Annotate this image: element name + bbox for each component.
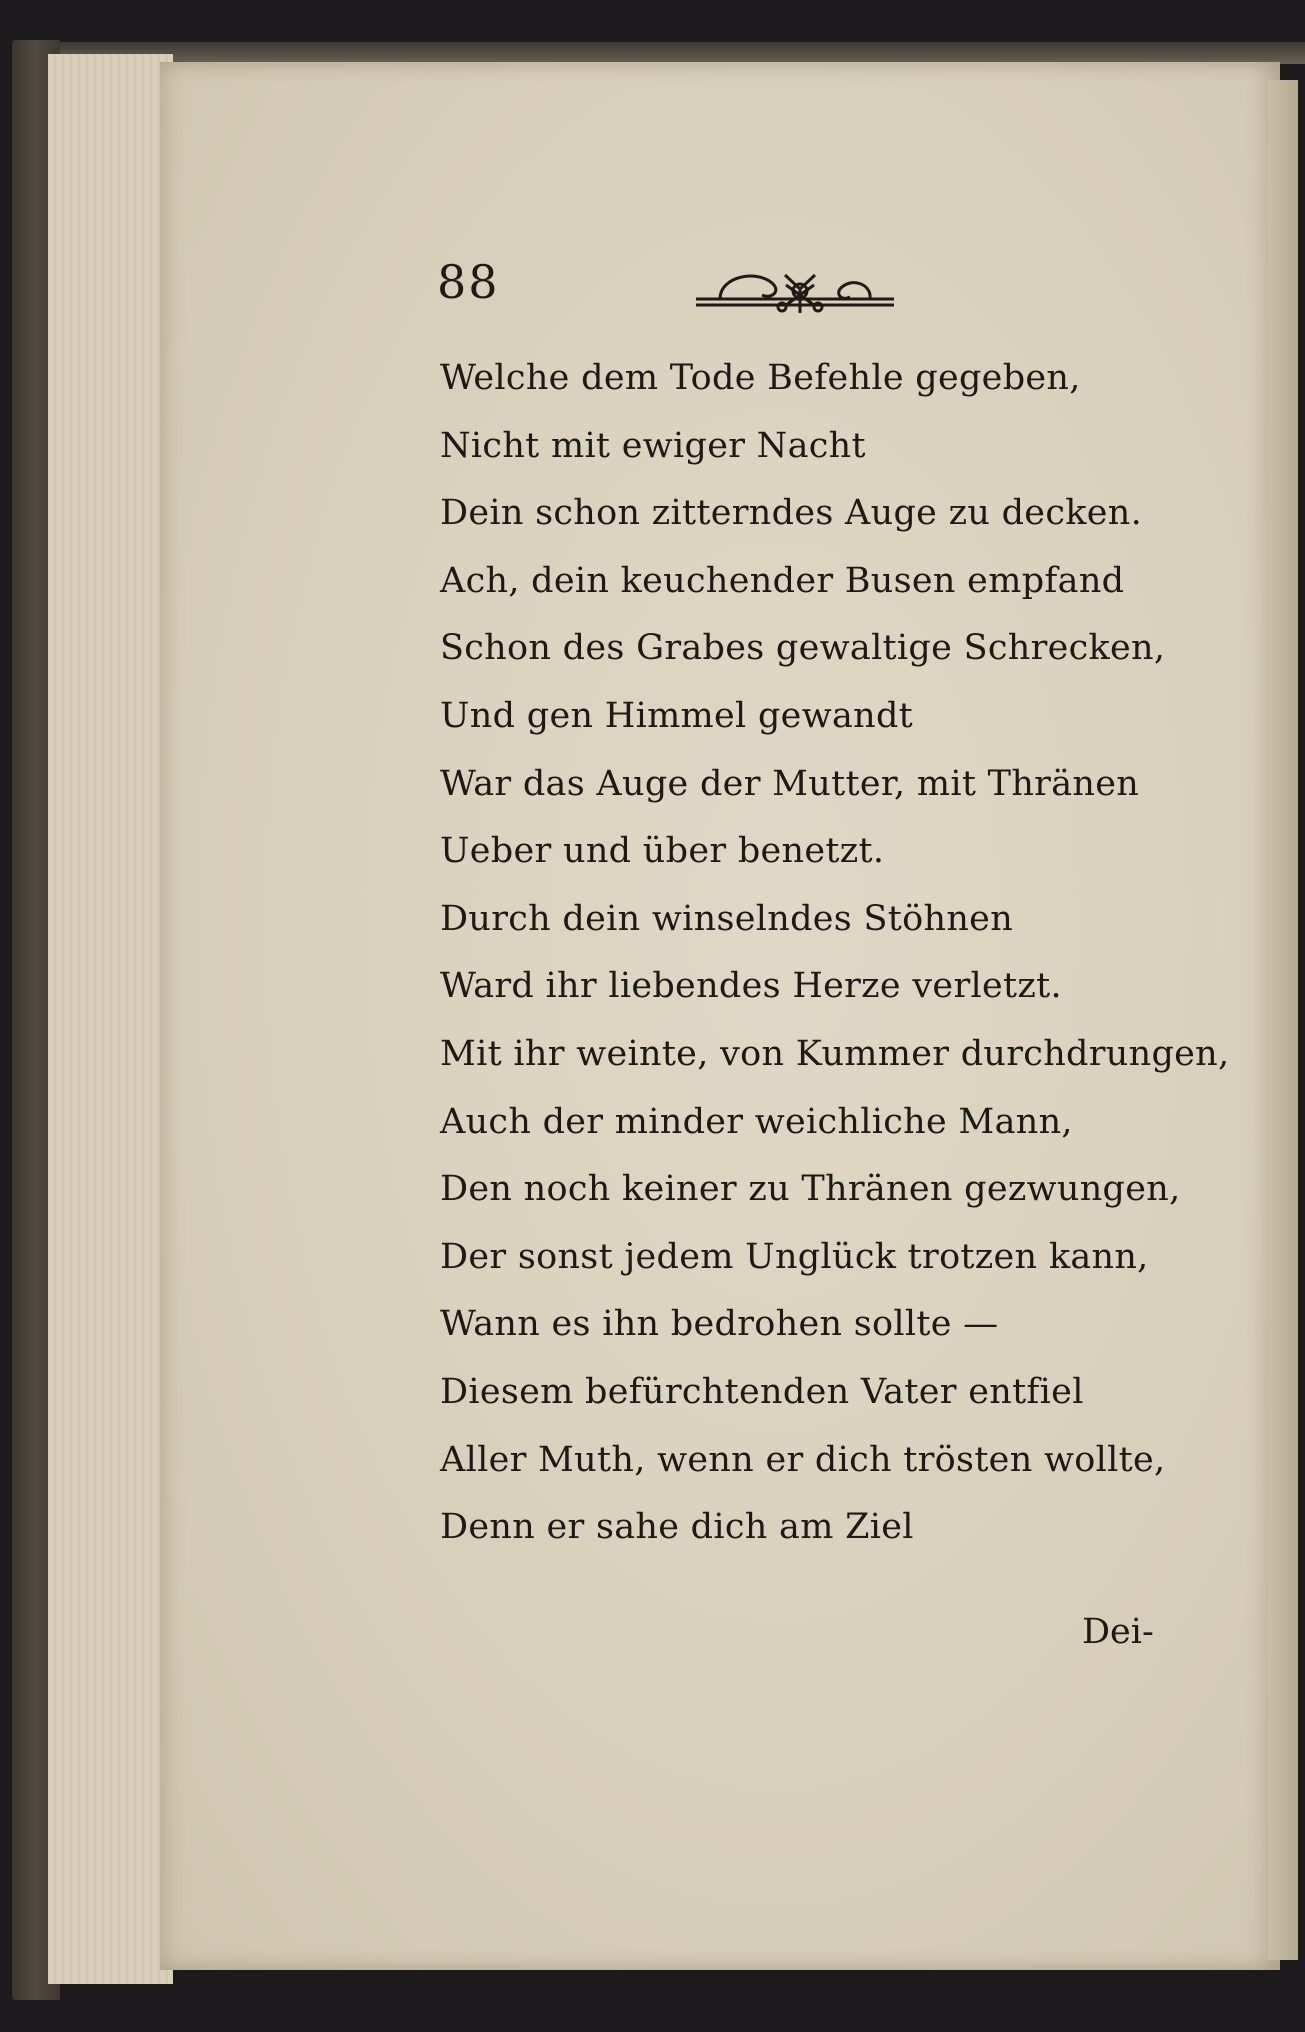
verse-line: Denn er sahe dich am Ziel xyxy=(440,1507,914,1548)
page-stack-edges xyxy=(48,54,173,1984)
verse-line: Ueber und über benetzt. xyxy=(440,831,885,872)
verse-line: Aller Muth, wenn er dich trösten wollte, xyxy=(440,1439,1166,1480)
verse-line: Dein schon zitterndes Auge zu decken. xyxy=(440,493,1143,534)
verse-line: War das Auge der Mutter, mit Thränen xyxy=(440,763,1140,804)
verse-line: Schon des Grabes gewaltige Schrecken, xyxy=(440,628,1166,669)
page-right-fold xyxy=(1268,80,1298,1960)
verse-line: Wann es ihn bedrohen sollte — xyxy=(440,1304,999,1345)
verse-line: Und gen Himmel gewandt xyxy=(440,695,914,736)
catchword: Dei- xyxy=(1082,1612,1154,1652)
ornament-vignette-icon xyxy=(690,255,900,325)
page-number: 88 xyxy=(437,255,500,309)
verse-line: Mit ihr weinte, von Kummer durchdrungen, xyxy=(440,1033,1230,1074)
verse-lines xyxy=(440,345,1229,1562)
verse-line: Auch der minder weichliche Mann, xyxy=(440,1101,1073,1142)
verse-line: Durch dein winselndes Stöhnen xyxy=(440,898,1014,939)
verse-line: Diesem befürchtenden Vater entfiel xyxy=(440,1371,1084,1412)
book-top-rim xyxy=(20,42,1305,64)
verse-line: Welche dem Tode Befehle gegeben, xyxy=(440,358,1081,398)
verse-line: Nicht mit ewiger Nacht xyxy=(440,425,866,466)
verse-line: Den noch keiner zu Thränen gezwungen, xyxy=(440,1169,1181,1210)
verse-line: Der sonst jedem Unglück trotzen kann, xyxy=(440,1236,1149,1277)
verse-line: Ward ihr liebendes Herze verletzt. xyxy=(440,966,1062,1007)
verse-line: Ach, dein keuchender Busen empfand xyxy=(440,560,1125,601)
